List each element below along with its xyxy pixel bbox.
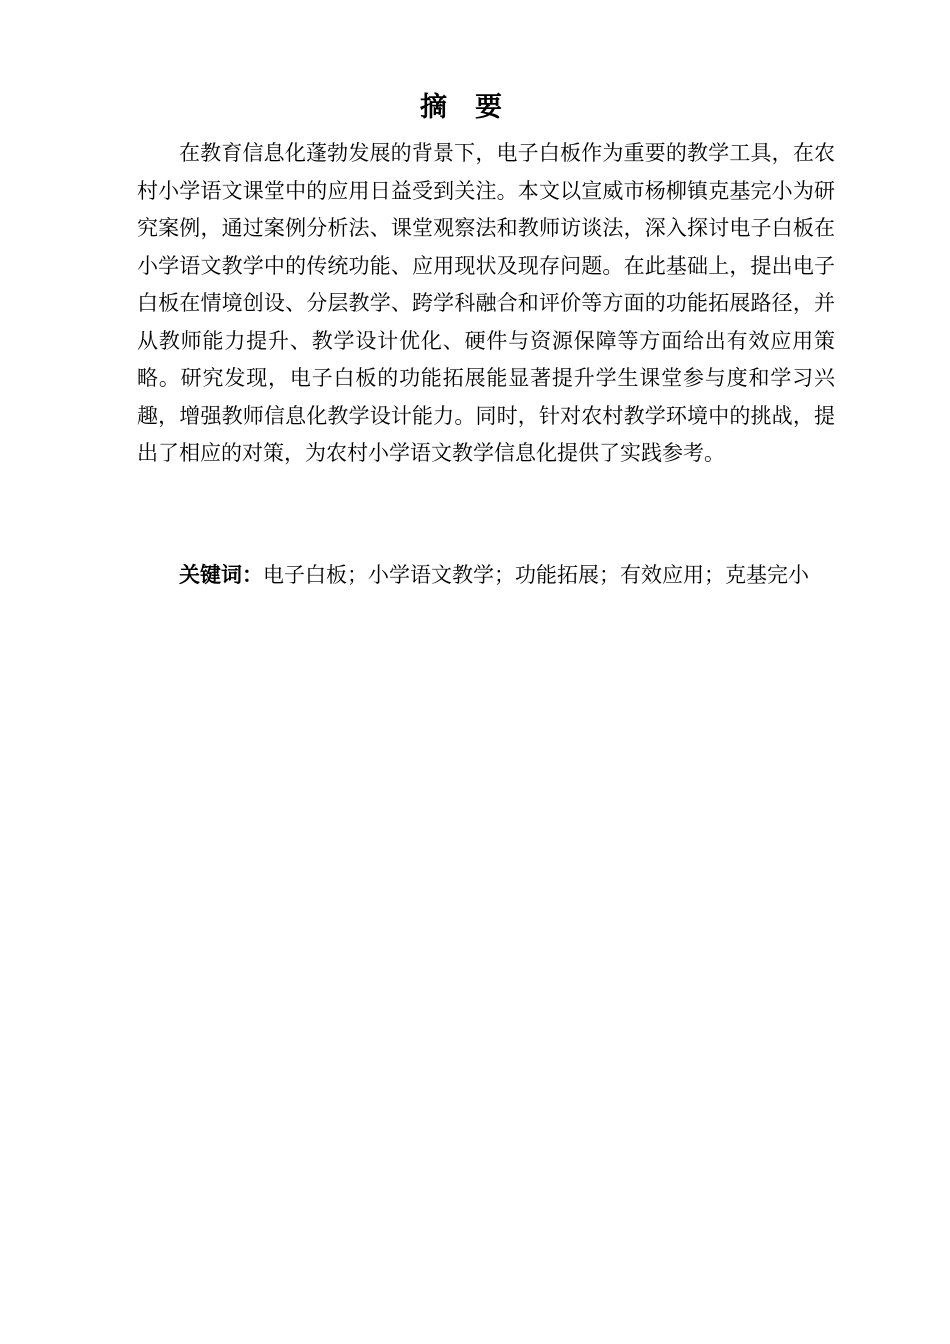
- keywords-label: 关键词：: [179, 563, 263, 587]
- keywords-paragraph: [137, 557, 835, 595]
- abstract-body: 在教育信息化蓬勃发展的背景下，电子白板作为重要的教学工具，在农村小学语文课堂中的应用日益受到关注。本文以宣威市杨柳镇克基完小为研究案例，通过案例分析法、课堂观察法和教师访谈法，深入探讨电子白板在小学语文教学中的传统功能、应用现状及现存问题。在此基础上，提出电子白板在情境创设、分层教学、跨学科融合和评价等方面的功能拓展路径，并从教师能力提升、教学设计优化、硬件与资源保障等方面给出有效应用策略。研究发现，电子白板的功能拓展能显著提升学生课堂参与度和学习兴趣，增强教师信息化教学设计能力。同时，针对农村教学环境中的挑战，提出了相应的对策，为农村小学语文教学信息化提供了实践参考。: [137, 141, 835, 465]
- abstract-title: 摘要: [420, 92, 530, 123]
- keywords-list: 电子白板；小学语文教学；功能拓展；有效应用；克基完小: [263, 563, 809, 587]
